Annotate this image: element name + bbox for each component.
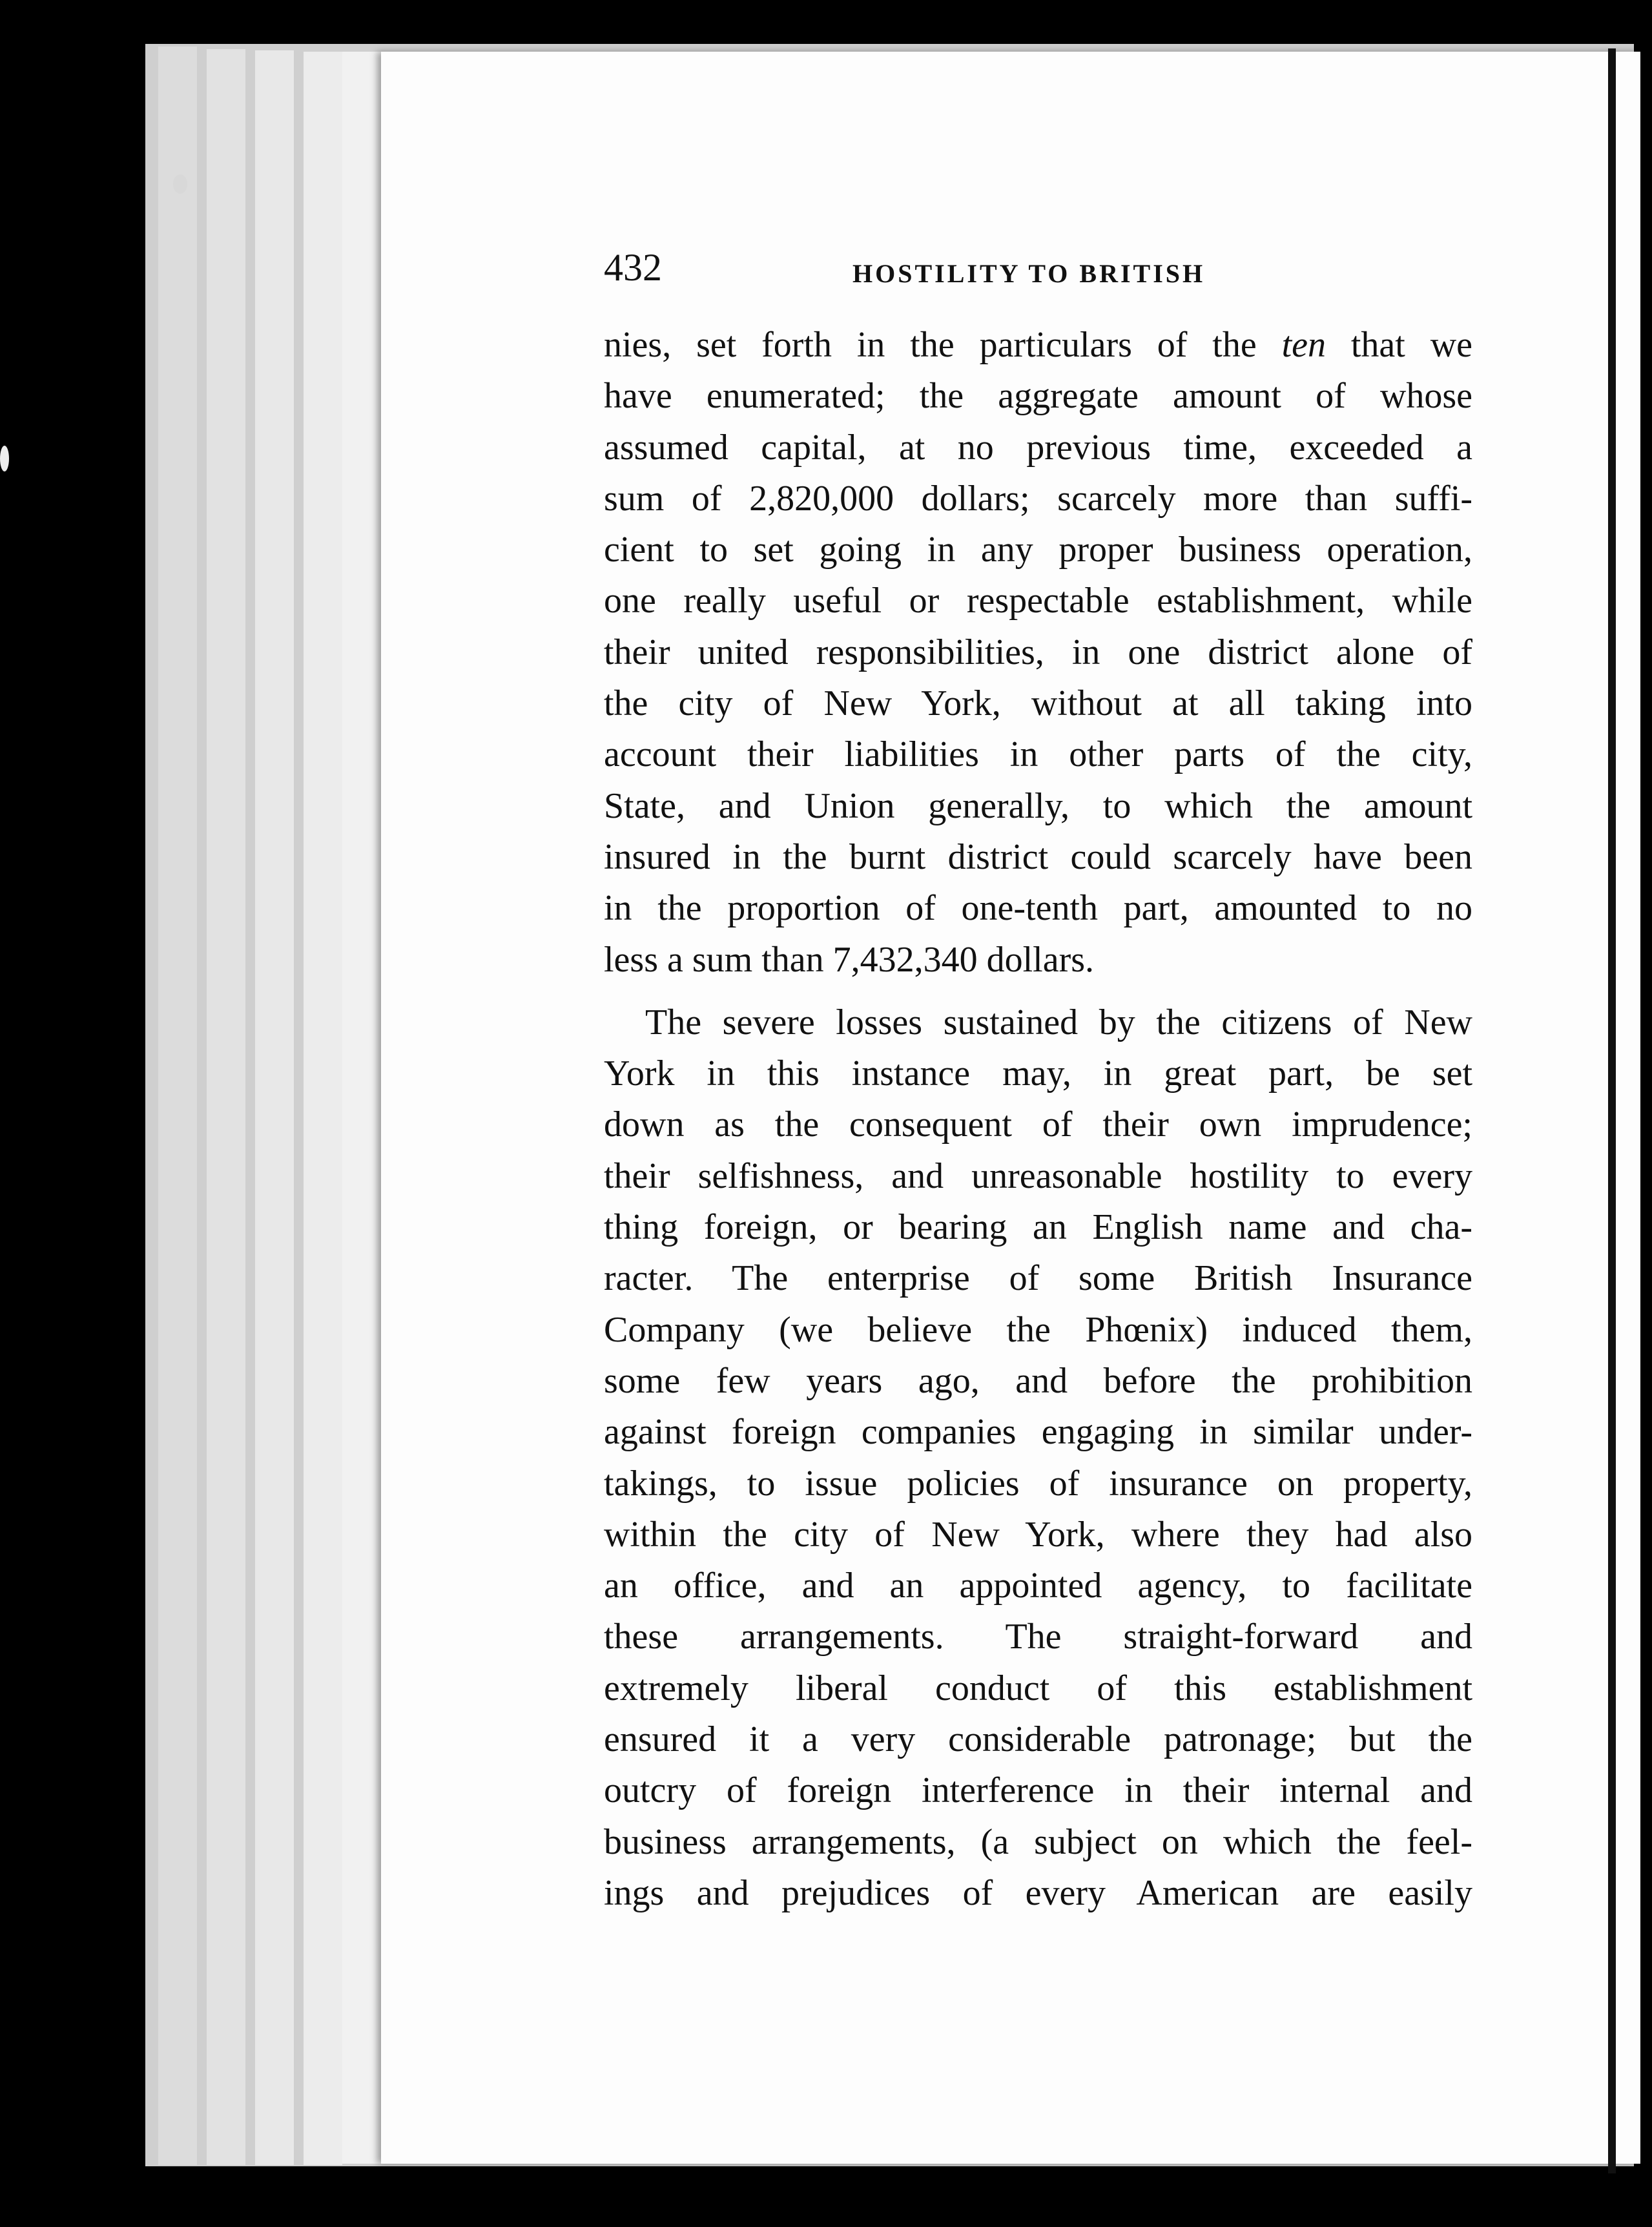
page-edge [158,47,197,2165]
running-head: HOSTILITY TO BRITISH [852,259,1206,288]
text-line: some few years ago, and before the prohibition [604,1360,1472,1401]
text-line: sum of 2,820,000 dollars; scarcely more than suffi- [604,478,1472,519]
text-line: State, and Union generally, to which the amount [604,785,1472,826]
text-line: Company (we believe the Phœnix) induced them, [604,1309,1472,1350]
text-line: business arrangements, (a subject on which the feel- [604,1821,1472,1862]
text-line: have enumerated; the aggregate amount of whose [604,376,1472,417]
page-edge [255,50,294,2165]
text-line: takings, to issue policies of insurance on property, [604,1463,1472,1504]
text-line: The severe losses sustained by the citizens of New [645,1002,1472,1042]
scan-speck [0,446,9,471]
page-edge [304,52,342,2165]
text-line: one really useful or respectable establishment, while [604,581,1472,621]
text-line: extremely liberal conduct of this establishment [604,1668,1472,1708]
text-line: the city of New York, without at all taking into [604,683,1472,724]
text-line: York in this instance may, in great part, be set [604,1053,1472,1094]
text-line: outcry of foreign interference in their internal and [604,1770,1472,1811]
text-line: racter. The enterprise of some British Insurance [604,1258,1472,1299]
page-edge [342,52,382,2164]
text-line: ensured it a very considerable patronage; but the [604,1719,1472,1760]
text-line: less a sum than 7,432,340 dollars. [604,939,1095,980]
text-line: their selfishness, and unreasonable hostility to every [604,1155,1472,1196]
text-line: these arrangements. The straight-forward and [604,1617,1472,1657]
scan-speck [173,174,187,194]
page-edge [207,49,245,2165]
text-line: in the proportion of one-tenth part, amounted to no [604,888,1472,929]
text-line: within the city of New York, where they had also [604,1514,1472,1555]
text-line: thing foreign, or bearing an English name and cha- [604,1207,1472,1248]
text-line: insured in the burnt district could scarcely have been [604,836,1472,877]
text-line: nies, set forth in the particulars of the ten that we [604,325,1472,365]
text-line: ings and prejudices of every American are easily [604,1872,1472,1913]
text-line: cient to set going in any proper business operation, [604,530,1472,570]
text-line: assumed capital, at no previous time, exceeded a [604,427,1472,468]
italic-word: ten [1281,325,1326,365]
page-right-edge [1608,48,1616,2173]
text-line: an office, and an appointed agency, to facilitate [604,1566,1472,1606]
page-number: 432 [604,246,662,289]
body-text [604,320,1472,1919]
text-line: down as the consequent of their own imprudence; [604,1104,1472,1145]
text-line: their united responsibilities, in one district alone of [604,632,1472,672]
text-line: account their liabilities in other parts of the city, [604,734,1472,775]
text-line: against foreign companies engaging in similar under- [604,1412,1472,1453]
